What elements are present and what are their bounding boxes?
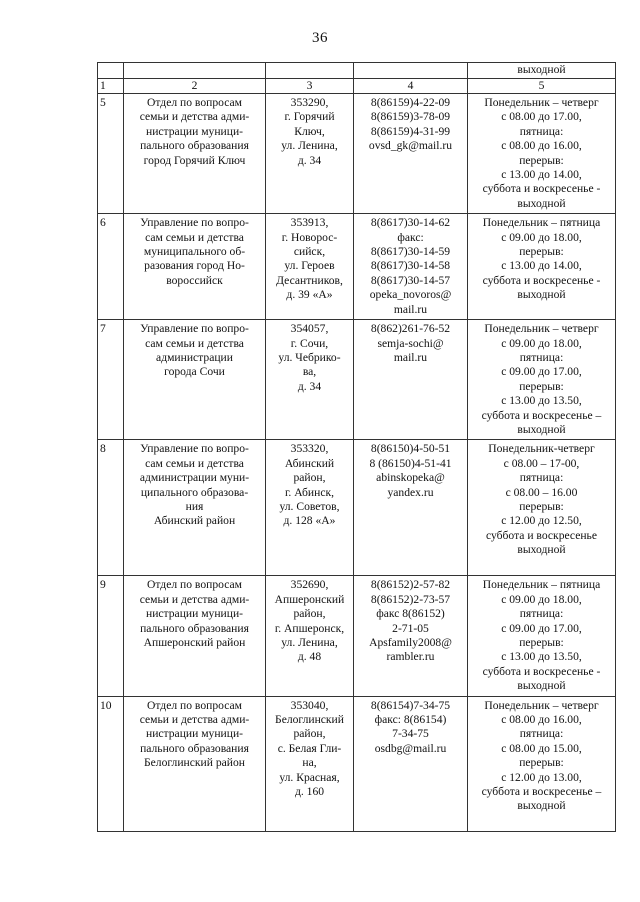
column-number: 5 — [468, 79, 616, 94]
row-number: 10 — [98, 696, 124, 831]
table-row — [98, 320, 616, 440]
header-cell: выходной — [468, 63, 616, 79]
table-row — [98, 94, 616, 214]
header-cell — [98, 63, 124, 79]
row-number: 9 — [98, 576, 124, 696]
contacts: 8(86159)4-22-09 8(86159)3-78-09 8(86159)4-31-99 ovsd_gk@mail.ru — [354, 94, 468, 214]
work-schedule: Понедельник – четверг с 08.00 до 16.00, пятница: с 08.00 до 15.00, перерыв: с 12.00 до 13.00, суббота и воскресенье – выходной — [468, 696, 616, 831]
contacts: 8(862)261-76-52 semja-sochi@ mail.ru — [354, 320, 468, 440]
address: 354057, г. Сочи, ул. Чебрико- ва, д. 34 — [266, 320, 354, 440]
table-header-continuation-row — [98, 63, 616, 79]
table-row — [98, 214, 616, 320]
contacts: 8(8617)30-14-62 факс: 8(8617)30-14-59 8(8617)30-14-58 8(8617)30-14-57 opeka_novoros@ mail.ru — [354, 214, 468, 320]
contacts: 8(86150)4-50-51 8 (86150)4-51-41 abinskopeka@ yandex.ru — [354, 440, 468, 576]
organization-name: Управление по вопро- сам семьи и детства администрации города Сочи — [124, 320, 266, 440]
address: 353320, Абинский район, г. Абинск, ул. Советов, д. 128 «А» — [266, 440, 354, 576]
organization-name: Отдел по вопросам семьи и детства адми- нистрации муници- пального образования город Горячий Ключ — [124, 94, 266, 214]
column-number: 3 — [266, 79, 354, 94]
work-schedule: Понедельник – четверг с 08.00 до 17.00, пятница: с 08.00 до 16.00, перерыв: с 13.00 до 14.00, суббота и воскресенье - выходной — [468, 94, 616, 214]
page-number: 36 — [312, 30, 328, 46]
table-row — [98, 696, 616, 831]
organization-name: Управление по вопро- сам семьи и детства муниципального об- разования город Но- вороссийск — [124, 214, 266, 320]
table-row — [98, 440, 616, 576]
address: 353290, г. Горячий Ключ, ул. Ленина, д. 34 — [266, 94, 354, 214]
column-number: 1 — [98, 79, 124, 94]
row-number: 5 — [98, 94, 124, 214]
organization-name: Управление по вопро- сам семьи и детства администрации муни- ципального образова- ния Абинский район — [124, 440, 266, 576]
institutions-table — [97, 62, 616, 832]
address: 352690, Апшеронский район, г. Апшеронск, ул. Ленина, д. 48 — [266, 576, 354, 696]
organization-name: Отдел по вопросам семьи и детства адми- нистрации муници- пального образования Белоглинский район — [124, 696, 266, 831]
contacts: 8(86152)2-57-82 8(86152)2-73-57 факс 8(86152) 2-71-05 Apsfamily2008@ rambler.ru — [354, 576, 468, 696]
table-row — [98, 576, 616, 696]
address: 353913, г. Новорос- сийск, ул. Героев Десантников, д. 39 «А» — [266, 214, 354, 320]
address: 353040, Белоглинский район, с. Белая Гли- на, ул. Красная, д. 160 — [266, 696, 354, 831]
column-numbers-row — [98, 79, 616, 94]
column-number: 2 — [124, 79, 266, 94]
work-schedule: Понедельник – пятница с 09.00 до 18.00, пятница: с 09.00 до 17.00, перерыв: с 13.00 до 13.50, суббота и воскресенье - выходной — [468, 576, 616, 696]
work-schedule: Понедельник-четверг с 08.00 – 17-00, пятница: с 08.00 – 16.00 перерыв: с 12.00 до 12.50, суббота и воскресенье выходной — [468, 440, 616, 576]
row-number: 6 — [98, 214, 124, 320]
column-number: 4 — [354, 79, 468, 94]
row-number: 7 — [98, 320, 124, 440]
header-cell — [124, 63, 266, 79]
contacts: 8(86154)7-34-75 факс: 8(86154) 7-34-75 osdbg@mail.ru — [354, 696, 468, 831]
organization-name: Отдел по вопросам семьи и детства адми- нистрации муници- пального образования Апшеронский район — [124, 576, 266, 696]
work-schedule: Понедельник – четверг с 09.00 до 18.00, пятница: с 09.00 до 17.00, перерыв: с 13.00 до 13.50, суббота и воскресенье – выходной — [468, 320, 616, 440]
header-cell — [354, 63, 468, 79]
work-schedule: Понедельник – пятница с 09.00 до 18.00, перерыв: с 13.00 до 14.00, суббота и воскресенье - выходной — [468, 214, 616, 320]
row-number: 8 — [98, 440, 124, 576]
header-cell — [266, 63, 354, 79]
